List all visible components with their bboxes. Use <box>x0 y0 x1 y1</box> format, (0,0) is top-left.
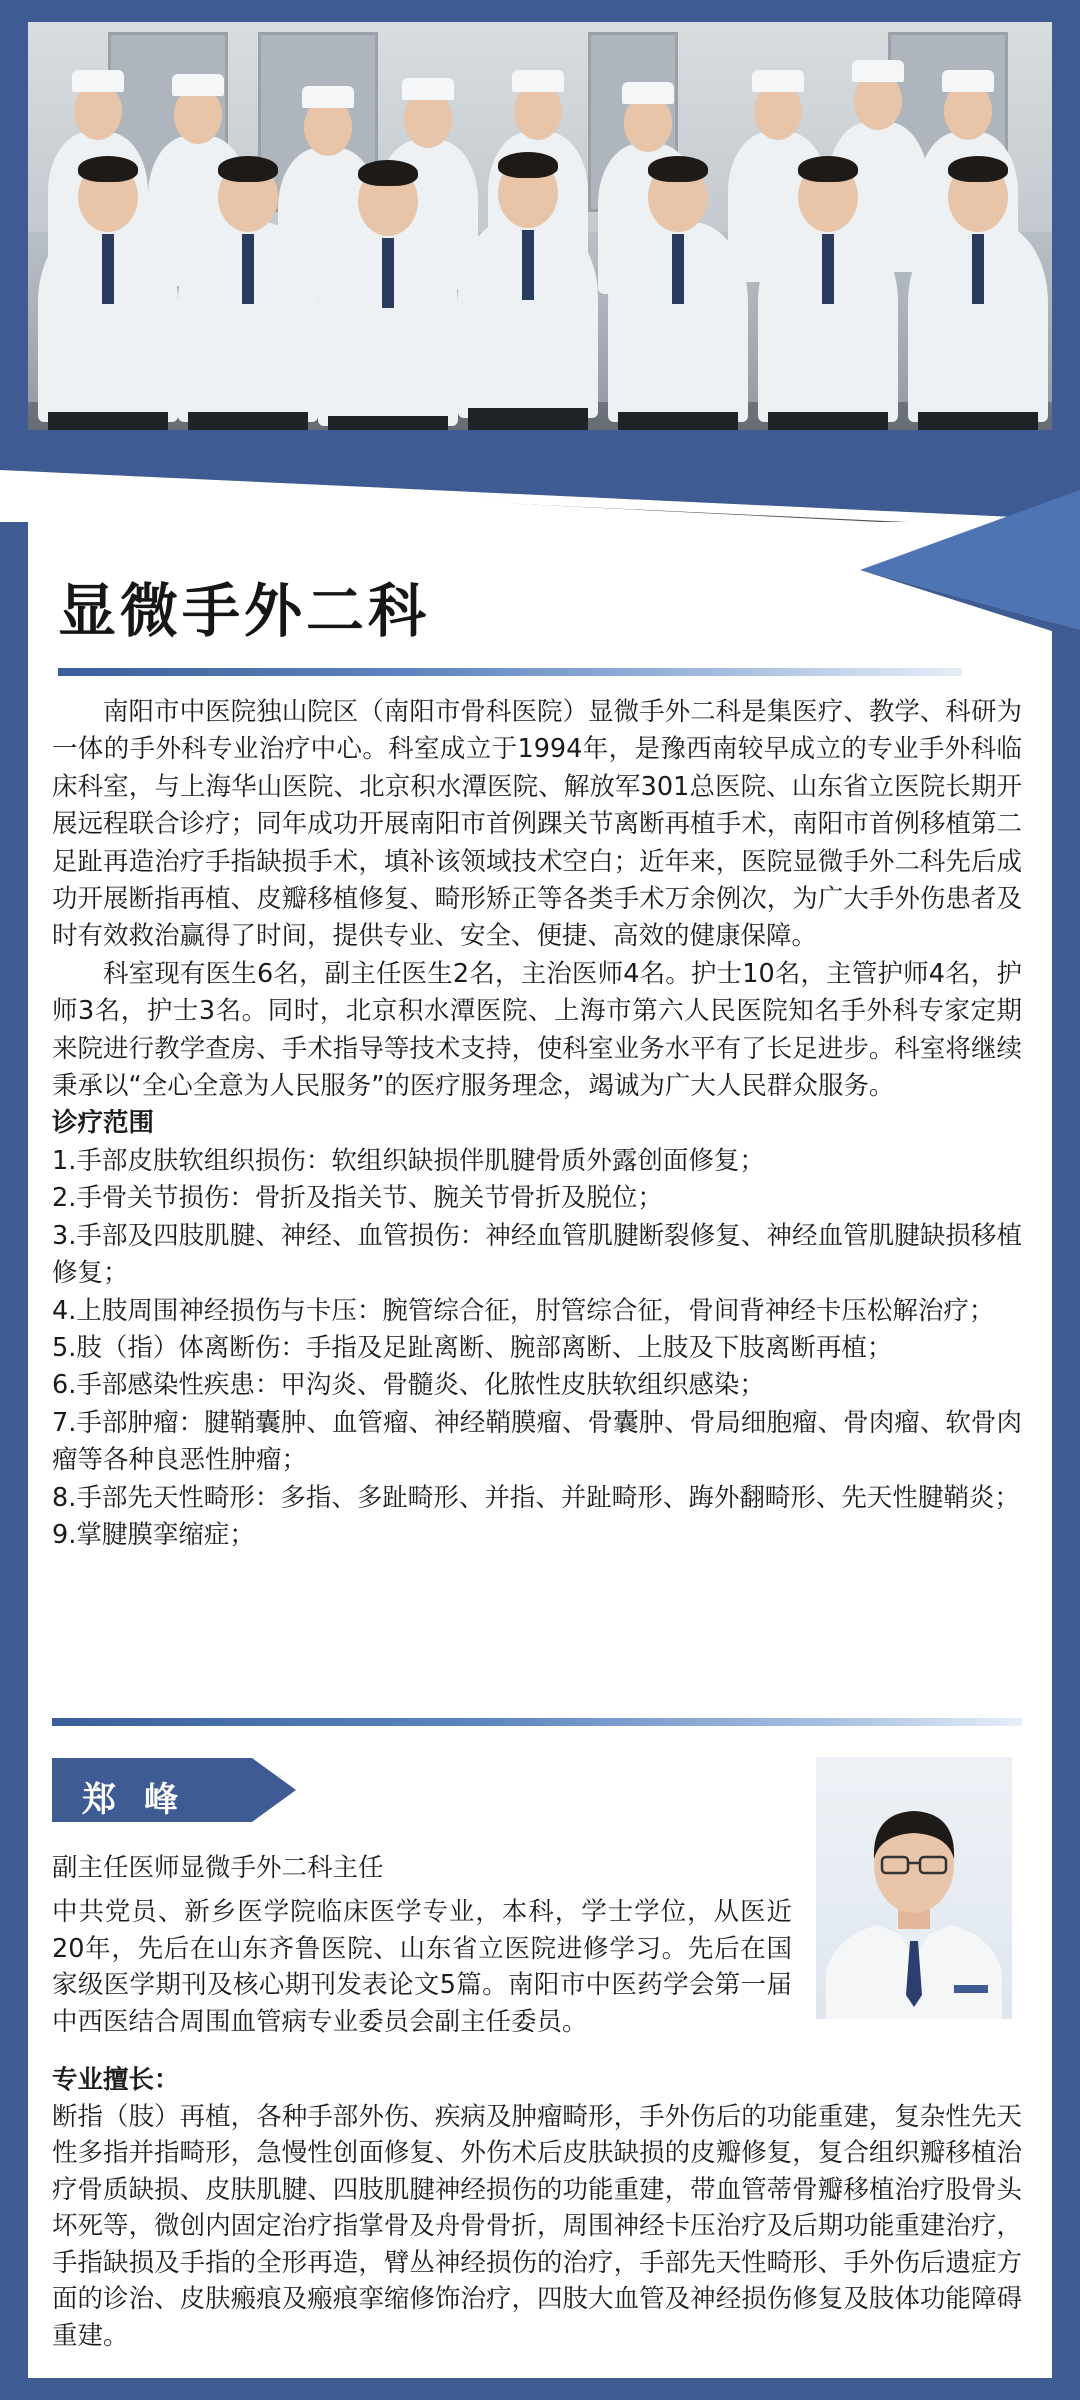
scope-item: 7.手部肿瘤：腱鞘囊肿、血管瘤、神经鞘膜瘤、骨囊肿、骨局细胞瘤、骨肉瘤、软骨肉瘤等各种良恶性肿瘤； <box>52 1407 1022 1476</box>
scope-title: 诊疗范围 <box>52 1108 155 1139</box>
frame-right <box>1052 0 1080 2400</box>
title-underline <box>58 668 962 676</box>
doctor-name: 郑峰 <box>82 1780 206 1820</box>
specialty-section <box>52 2062 1022 2354</box>
specialty-text: 断指（肢）再植，各种手部外伤、疾病及肿瘤畸形，手外伤后的功能重建，复杂性先天性多指并指畸形，急慢性创面修复、外伤术后皮肤缺损的皮瓣修复，复合组织瓣移植治疗骨质缺损、皮肤肌腱、四肢肌腱神经损伤的功能重建，带血管蒂骨瓣移植治疗股骨头坏死等，微创内固定治疗指掌骨及舟骨骨折，周围神经卡压治疗及后期功能重建治疗，手指缺损及手指的全形再造，臂丛神经损伤的治疗，手部先天性畸形、手外伤后遗症方面的诊治、皮肤瘢痕及瘢痕挛缩修饰治疗，四肢大血管及神经损伤修复及肢体功能障碍重建。 <box>52 2101 1022 2351</box>
frame-top <box>0 0 1080 22</box>
scope-item: 4.上肢周围神经损伤与卡压：腕管综合征，肘管综合征，骨间背神经卡压松解治疗； <box>52 1295 995 1326</box>
scope-item: 9.掌腱膜挛缩症； <box>52 1519 255 1550</box>
scope-item: 8.手部先天性畸形：多指、多趾畸形、并指、并趾畸形、踇外翻畸形、先天性腱鞘炎； <box>52 1482 1020 1513</box>
scope-item: 1.手部皮肤软组织损伤：软组织缺损伴肌腱骨质外露创面修复； <box>52 1145 765 1176</box>
scope-list <box>52 1143 1022 1554</box>
doctor-name-tag <box>52 1758 296 1826</box>
section-divider <box>52 1718 1022 1726</box>
doctor-portrait <box>816 1757 1012 2019</box>
scope-item: 3.手部及四肢肌腱、神经、血管损伤：神经血管肌腱断裂修复、神经血管肌腱缺损移植修复； <box>52 1220 1022 1289</box>
scope-item: 6.手部感染性疾患：甲沟炎、骨髓炎、化脓性皮肤软组织感染； <box>52 1370 765 1401</box>
doctor-bio: 中共党员、新乡医学院临床医学专业，本科，学士学位，从医近20年，先后在山东齐鲁医院、山东省立医院进修学习。先后在国家级医学期刊及核心期刊发表论文5篇。南阳市中医药学会第一届中西医结合周围血管病专业委员会副主任委员。 <box>52 1897 792 2037</box>
frame-left <box>0 0 28 2400</box>
intro-paragraph: 科室现有医生6名，副主任医生2名，主治医师4名。护士10名，主管护师4名，护师3名，护士3名。同时，北京积水潭医院、上海市第六人民医院知名手外科专家定期来院进行教学查房、手术指导等技术支持，使科室业务水平有了长足进步。科室将继续秉承以“全心全意为人民服务”的医疗服务理念，竭诚为广大人民群众服务。 <box>52 958 1022 1102</box>
portrait-figure <box>816 1757 1012 2019</box>
scope-item: 5.肢（指）体离断伤：手指及足趾离断、腕部离断、上肢及下肢离断再植； <box>52 1332 893 1363</box>
intro-paragraph: 南阳市中医院独山院区（南阳市骨科医院）显微手外二科是集医疗、教学、科研为一体的手外科专业治疗中心。科室成立于1994年，是豫西南较早成立的专业手外科临床科室，与上海华山医院、北京积水潭医院、解放军301总医院、山东省立医院长期开展远程联合诊疗；同年成功开展南阳市首例踝关节离断再植手术，南阳市首例移植第二足趾再造治疗手指缺损手术，填补该领域技术空白；近年来，医院显微手外二科先后成功开展断指再植、皮瓣移植修复、畸形矫正等各类手术万余例次，为广大手外伤患者及时有效救治赢得了时间，提供专业、安全、便捷、高效的健康保障。 <box>52 697 1022 952</box>
scope-item: 2.手骨关节损伤：骨折及指关节、腕关节骨折及脱位； <box>52 1183 663 1214</box>
frame-bottom <box>0 2378 1080 2400</box>
specialty-title: 专业擅长： <box>52 2065 180 2095</box>
intro-section <box>52 694 1022 1554</box>
doctor-title: 副主任医师显微手外二科主任 <box>52 1853 384 1883</box>
page-title: 显微手外二科 <box>58 577 431 645</box>
